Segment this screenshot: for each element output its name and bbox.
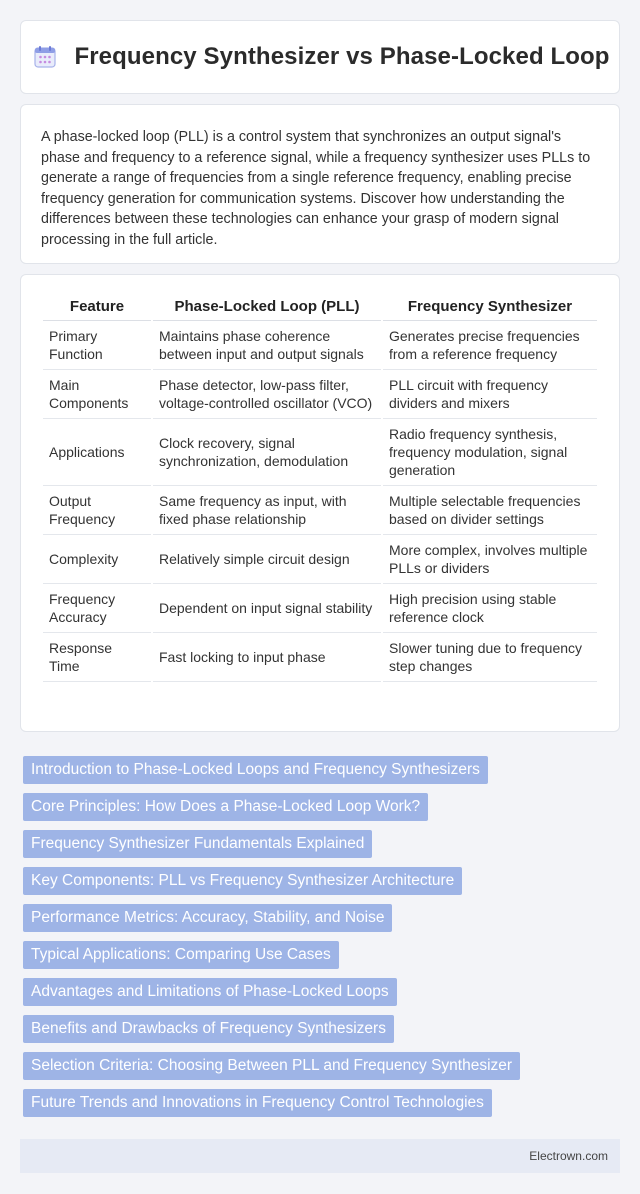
table-cell-synthesizer: Multiple selectable frequencies based on divider settings: [383, 486, 597, 535]
calendar-icon: [30, 42, 60, 72]
comparison-table: [41, 293, 599, 682]
table-cell-pll: Relatively simple circuit design: [153, 535, 381, 584]
table-cell-feature: Primary Function: [43, 321, 151, 370]
table-cell-feature: Complexity: [43, 535, 151, 584]
header-synthesizer: Frequency Synthesizer: [383, 293, 597, 321]
table-row: [43, 535, 597, 584]
intro-card: [20, 104, 620, 264]
section-link-introduction[interactable]: Introduction to Phase-Locked Loops and Frequency Synthesizers: [23, 756, 488, 784]
table-cell-pll: Fast locking to input phase: [153, 633, 381, 682]
table-cell-feature: Applications: [43, 419, 151, 486]
page-title: Frequency Synthesizer vs Phase-Locked Loop: [74, 43, 610, 70]
comparison-table-card: [20, 274, 620, 732]
article-sections-nav: [20, 756, 620, 1117]
intro-text: A phase-locked loop (PLL) is a control system that synchronizes an output signal's phase and frequency to a reference signal, while a frequency synthesizer uses PLLs to generate a range of frequencies from a single reference frequency, enabling precise frequency generation for communication systems. Discover how understanding the differences between these technologies can enhance your grasp of modern signal processing in the full article.: [41, 129, 591, 248]
section-link-core-principles[interactable]: Core Principles: How Does a Phase-Locked Loop Work?: [23, 793, 428, 821]
table-cell-feature: Main Components: [43, 370, 151, 419]
table-cell-feature: Output Frequency: [43, 486, 151, 535]
table-header-row: [43, 293, 597, 321]
table-cell-synthesizer: More complex, involves multiple PLLs or dividers: [383, 535, 597, 584]
section-link-key-components[interactable]: Key Components: PLL vs Frequency Synthesizer Architecture: [23, 867, 462, 895]
table-cell-synthesizer: Radio frequency synthesis, frequency modulation, signal generation: [383, 419, 597, 486]
table-row: [43, 419, 597, 486]
table-cell-synthesizer: High precision using stable reference clock: [383, 584, 597, 633]
footer-site-name: Electrown.com: [529, 1149, 608, 1163]
table-row: [43, 370, 597, 419]
table-cell-pll: Dependent on input signal stability: [153, 584, 381, 633]
table-row: [43, 486, 597, 535]
table-row: [43, 584, 597, 633]
table-cell-feature: Frequency Accuracy: [43, 584, 151, 633]
section-link-synthesizer-benefits[interactable]: Benefits and Drawbacks of Frequency Synthesizers: [23, 1015, 394, 1043]
table-cell-pll: Clock recovery, signal synchronization, demodulation: [153, 419, 381, 486]
section-link-pll-advantages[interactable]: Advantages and Limitations of Phase-Locked Loops: [23, 978, 397, 1006]
table-cell-pll: Maintains phase coherence between input and output signals: [153, 321, 381, 370]
table-cell-pll: Phase detector, low-pass filter, voltage-controlled oscillator (VCO): [153, 370, 381, 419]
table-row: [43, 633, 597, 682]
footer: [20, 1139, 620, 1173]
table-cell-synthesizer: PLL circuit with frequency dividers and mixers: [383, 370, 597, 419]
table-cell-synthesizer: Slower tuning due to frequency step changes: [383, 633, 597, 682]
header-card: [20, 20, 620, 94]
table-row: [43, 321, 597, 370]
header-pll: Phase-Locked Loop (PLL): [153, 293, 381, 321]
header-feature: Feature: [43, 293, 151, 321]
section-link-future-trends[interactable]: Future Trends and Innovations in Frequency Control Technologies: [23, 1089, 492, 1117]
section-link-synthesizer-fundamentals[interactable]: Frequency Synthesizer Fundamentals Explained: [23, 830, 372, 858]
section-link-selection-criteria[interactable]: Selection Criteria: Choosing Between PLL and Frequency Synthesizer: [23, 1052, 520, 1080]
section-link-performance-metrics[interactable]: Performance Metrics: Accuracy, Stability, and Noise: [23, 904, 392, 932]
section-link-typical-applications[interactable]: Typical Applications: Comparing Use Cases: [23, 941, 339, 969]
table-cell-pll: Same frequency as input, with fixed phase relationship: [153, 486, 381, 535]
table-cell-synthesizer: Generates precise frequencies from a reference frequency: [383, 321, 597, 370]
table-cell-feature: Response Time: [43, 633, 151, 682]
